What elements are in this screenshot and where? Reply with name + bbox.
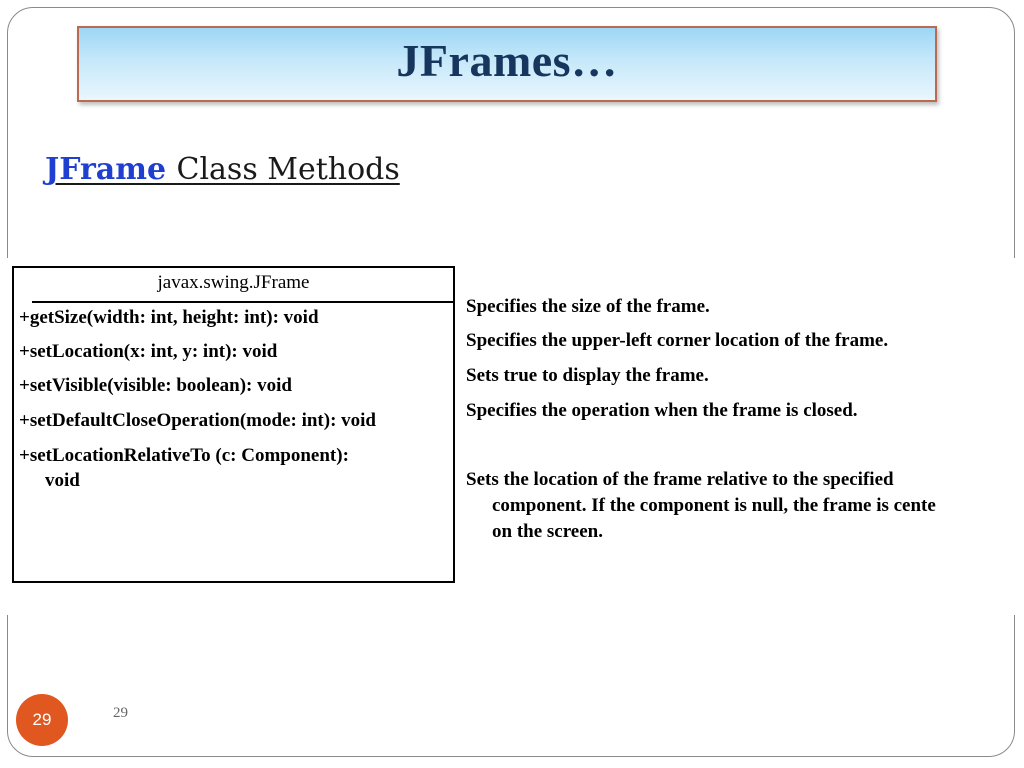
uml-method-setlocation: +setLocation(x: int, y: int): void (19, 341, 278, 362)
desc-setlocationrelativeto-line3: on the screen. (492, 521, 603, 542)
subtitle-rest: Class Methods (176, 152, 400, 187)
uml-class-name: javax.swing.JFrame (157, 272, 310, 293)
slide-subtitle (45, 152, 400, 187)
uml-divider (32, 301, 453, 303)
uml-method-setdefaultcloseoperation: +setDefaultCloseOperation(mode: int): void (19, 410, 377, 431)
slide-title: JFrames… (396, 35, 618, 86)
subtitle-keyword: JFrame (45, 152, 177, 187)
page-number-badge: 29 (16, 694, 68, 746)
desc-setdefaultcloseoperation: Specifies the operation when the frame is closed. (466, 400, 858, 421)
desc-setlocationrelativeto-line2: component. If the component is null, the frame is cente (492, 495, 936, 516)
desc-setlocationrelativeto-line1: Sets the location of the frame relative to the specified (466, 469, 894, 490)
uml-method-setlocationrelativeto: +setLocationRelativeTo (c: Component): (19, 445, 349, 466)
uml-method-getsize: +getSize(width: int, height: int): void (19, 307, 319, 328)
page-number: 29 (113, 705, 128, 721)
uml-class-diagram (12, 266, 455, 583)
desc-setvisible: Sets true to display the frame. (466, 365, 709, 386)
subtitle-underline (45, 152, 400, 187)
desc-getsize: Specifies the size of the frame. (466, 296, 710, 317)
uml-method-setlocationrelativeto-return: void (45, 470, 80, 491)
desc-setlocation: Specifies the upper-left corner location of the frame. (466, 330, 889, 351)
uml-method-setvisible: +setVisible(visible: boolean): void (19, 375, 292, 396)
title-banner (77, 26, 937, 102)
